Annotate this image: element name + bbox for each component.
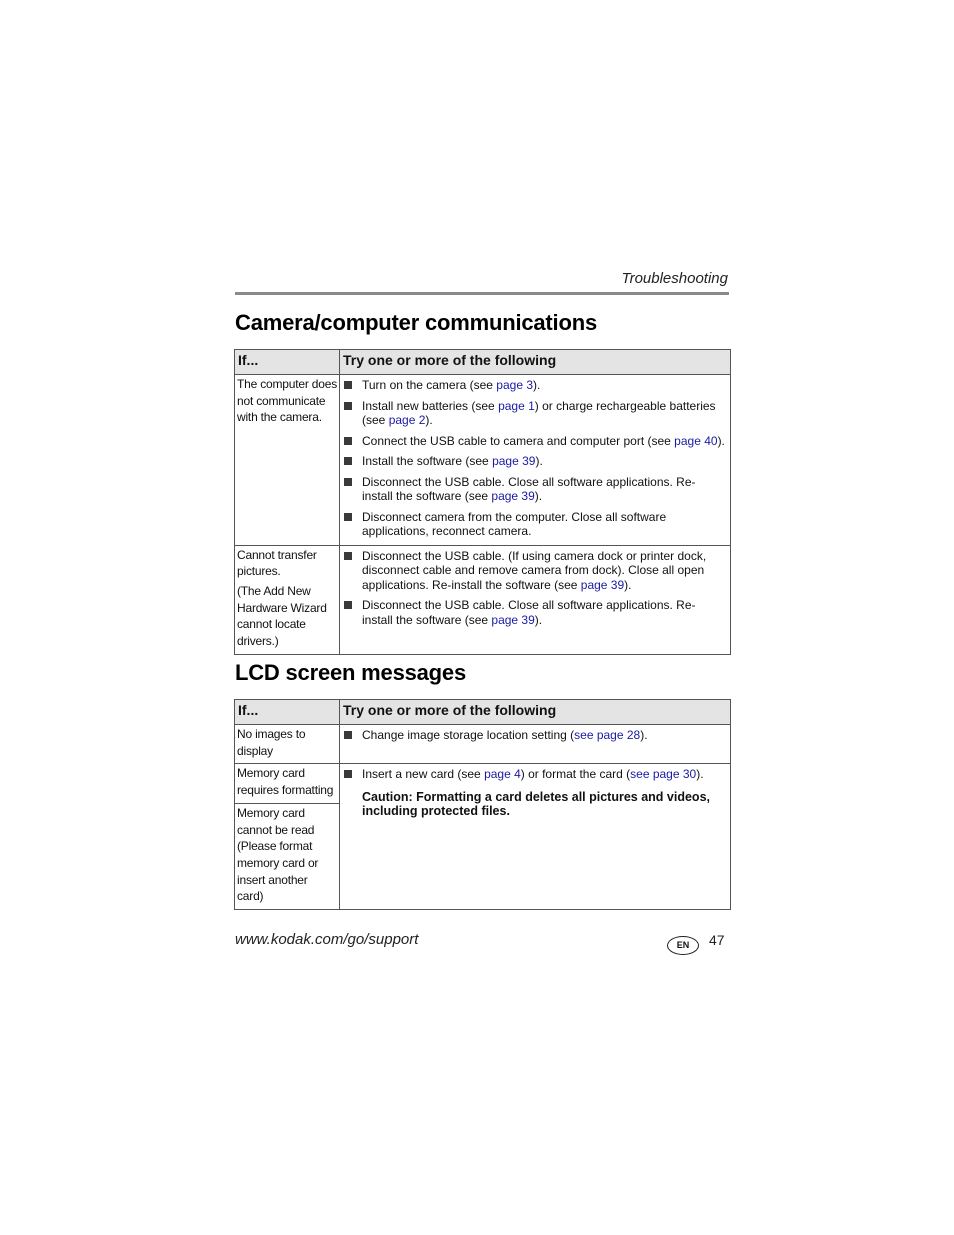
section-title-lcd-messages: LCD screen messages [235,660,466,685]
page-link[interactable]: page 39 [491,489,535,503]
square-bullet-icon [344,601,352,609]
page-link[interactable]: page 39 [492,454,536,468]
square-bullet-icon [344,437,352,445]
table-row [235,375,731,546]
list-item: Disconnect camera from the computer. Close all software applications, reconnect camera. [343,510,725,539]
list-item: Insert a new card (see page 4) or format the card (see page 30). [343,767,725,782]
language-badge: EN [667,936,699,955]
support-url[interactable]: www.kodak.com/go/support [235,931,419,948]
square-bullet-icon [344,381,352,389]
condition-text: Cannot transfer pictures. [237,547,317,579]
communications-table [234,349,731,655]
condition-text: Memory card cannot be read (Please format memory card or insert another card) [237,805,319,904]
condition-cell [235,545,340,654]
page-link[interactable]: page 3 [496,378,533,392]
solution-cell [340,725,731,764]
page-link[interactable]: page 4 [484,767,521,782]
table-header-row [235,700,731,725]
table-row [235,725,731,764]
col-header-try: Try one or more of the following [340,700,731,725]
table-header-row [235,350,731,375]
list-item: Install the software (see page 39). [343,454,725,469]
square-bullet-icon [344,770,352,778]
page-link[interactable]: page 1 [498,398,535,413]
caution-note: Caution: Formatting a card deletes all pictures and videos, including protected files. [362,789,710,818]
condition-note: (The Add New Hardware Wizard cannot locate drivers.) [237,583,327,649]
list-item: Disconnect the USB cable. Close all software applications. Re-install the software (see page 39). [343,475,725,504]
condition-cell [235,803,340,909]
page-link[interactable]: see page 28 [574,728,641,742]
condition-cell [235,725,340,764]
col-header-try: Try one or more of the following [340,350,731,375]
square-bullet-icon [344,457,352,465]
table-row [235,764,731,803]
square-bullet-icon [344,552,352,560]
page-link[interactable]: see page 30 [630,767,697,782]
list-item: Change image storage location setting (see page 28). [343,728,725,743]
list-item: Turn on the camera (see page 3). [343,378,725,393]
list-item: Install new batteries (see page 1) or charge rechargeable batteries (see page 2). [343,399,725,428]
col-header-if: If... [235,350,340,375]
list-item: Disconnect the USB cable. (If using camera dock or printer dock, disconnect cable and remove camera from dock). Close all open applications. Re-install the software (see page 39). [343,549,725,593]
square-bullet-icon [344,402,352,410]
list-item: Disconnect the USB cable. Close all software applications. Re-install the software (see page 39). [343,598,725,627]
section-title-communications: Camera/computer communications [235,310,597,335]
header-rule [235,292,729,295]
list-item: Connect the USB cable to camera and computer port (see page 40). [343,434,725,449]
condition-text: The computer does not communicate with the camera. [237,377,337,425]
running-header: Troubleshooting [621,270,728,287]
square-bullet-icon [344,731,352,739]
page-link[interactable]: page 2 [388,413,426,427]
solution-cell [340,545,731,654]
table-row [235,545,731,654]
page-link[interactable]: page 39 [491,612,535,627]
solution-cell [340,375,731,546]
square-bullet-icon [344,478,352,486]
condition-cell [235,375,340,546]
page-link[interactable]: page 40 [674,433,718,448]
lcd-messages-table [234,699,731,910]
col-header-if: If... [235,700,340,725]
condition-text: Memory card requires formatting [237,766,334,798]
condition-cell [235,764,340,803]
square-bullet-icon [344,513,352,521]
solution-cell [340,764,731,910]
page-number: 47 [709,932,725,948]
condition-text: No images to display [237,727,306,758]
page-link[interactable]: page 39 [580,577,625,592]
